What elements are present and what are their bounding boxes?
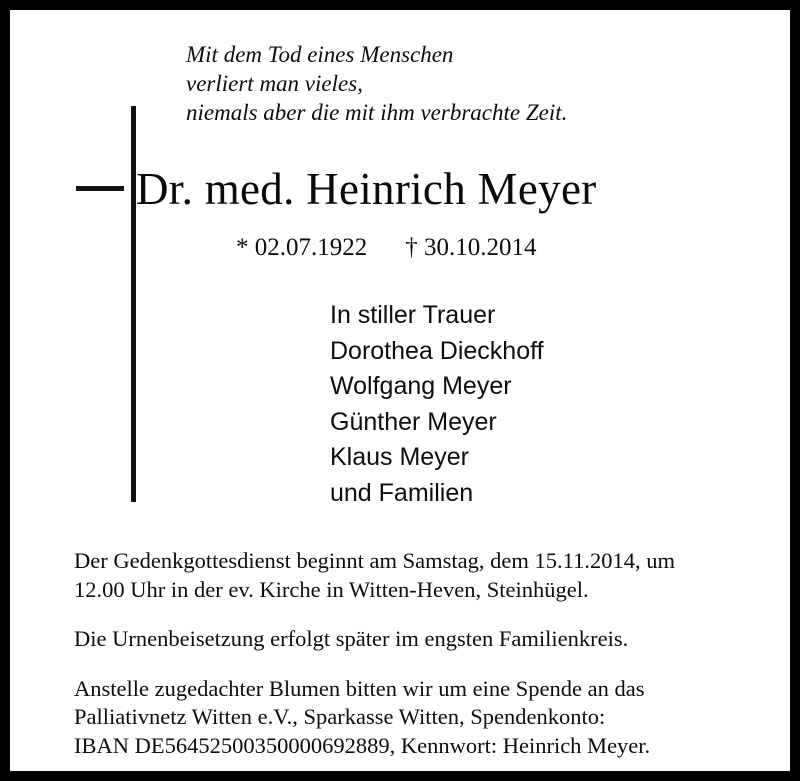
paragraph-donation-line-2: Palliativnetz Witten e.V., Sparkasse Witten, Spendenkonto: xyxy=(74,704,606,729)
paragraph-donation xyxy=(74,675,764,761)
paragraph-service-line-1: Der Gedenkgottesdienst beginnt am Samstag, dem 15.11.2014, um xyxy=(74,548,675,573)
mourner-name: Klaus Meyer xyxy=(330,443,469,471)
motto-line-3: niemals aber die mit ihm verbrachte Zeit. xyxy=(186,100,568,125)
cross-icon-crossbar xyxy=(76,186,124,191)
service-details xyxy=(74,547,764,760)
life-dates xyxy=(236,232,716,263)
mourning-intro: In stiller Trauer xyxy=(330,301,496,329)
motto-line-1: Mit dem Tod eines Menschen xyxy=(186,42,454,67)
paragraph-donation-line-3: IBAN DE56452500350000692889, Kennwort: Heinrich Meyer. xyxy=(74,732,651,758)
mourner-name: Wolfgang Meyer xyxy=(330,372,512,400)
paragraph-service-line-2: 12.00 Uhr in der ev. Kirche in Witten-Heven, Steinhügel. xyxy=(74,576,589,602)
death-date: † 30.10.2014 xyxy=(405,234,537,261)
motto-text xyxy=(186,40,746,127)
motto-line-2: verliert man vieles, xyxy=(186,71,363,96)
paragraph-burial xyxy=(74,625,764,654)
mourner-name: und Familien xyxy=(330,478,474,507)
mourner-name: Dorothea Dieckhoff xyxy=(330,336,544,365)
deceased-name: Dr. med. Heinrich Meyer xyxy=(136,164,597,214)
obituary-card xyxy=(10,10,790,771)
birth-date: * 02.07.1922 xyxy=(236,234,368,261)
mourner-name: Günther Meyer xyxy=(330,407,497,436)
mourners-block xyxy=(330,298,730,511)
paragraph-donation-line-1: Anstelle zugedachter Blumen bitten wir um eine Spende an das xyxy=(74,675,645,701)
paragraph-service xyxy=(74,547,764,604)
paragraph-burial-line-1: Die Urnenbeisetzung erfolgt später im engsten Familienkreis. xyxy=(74,626,629,651)
